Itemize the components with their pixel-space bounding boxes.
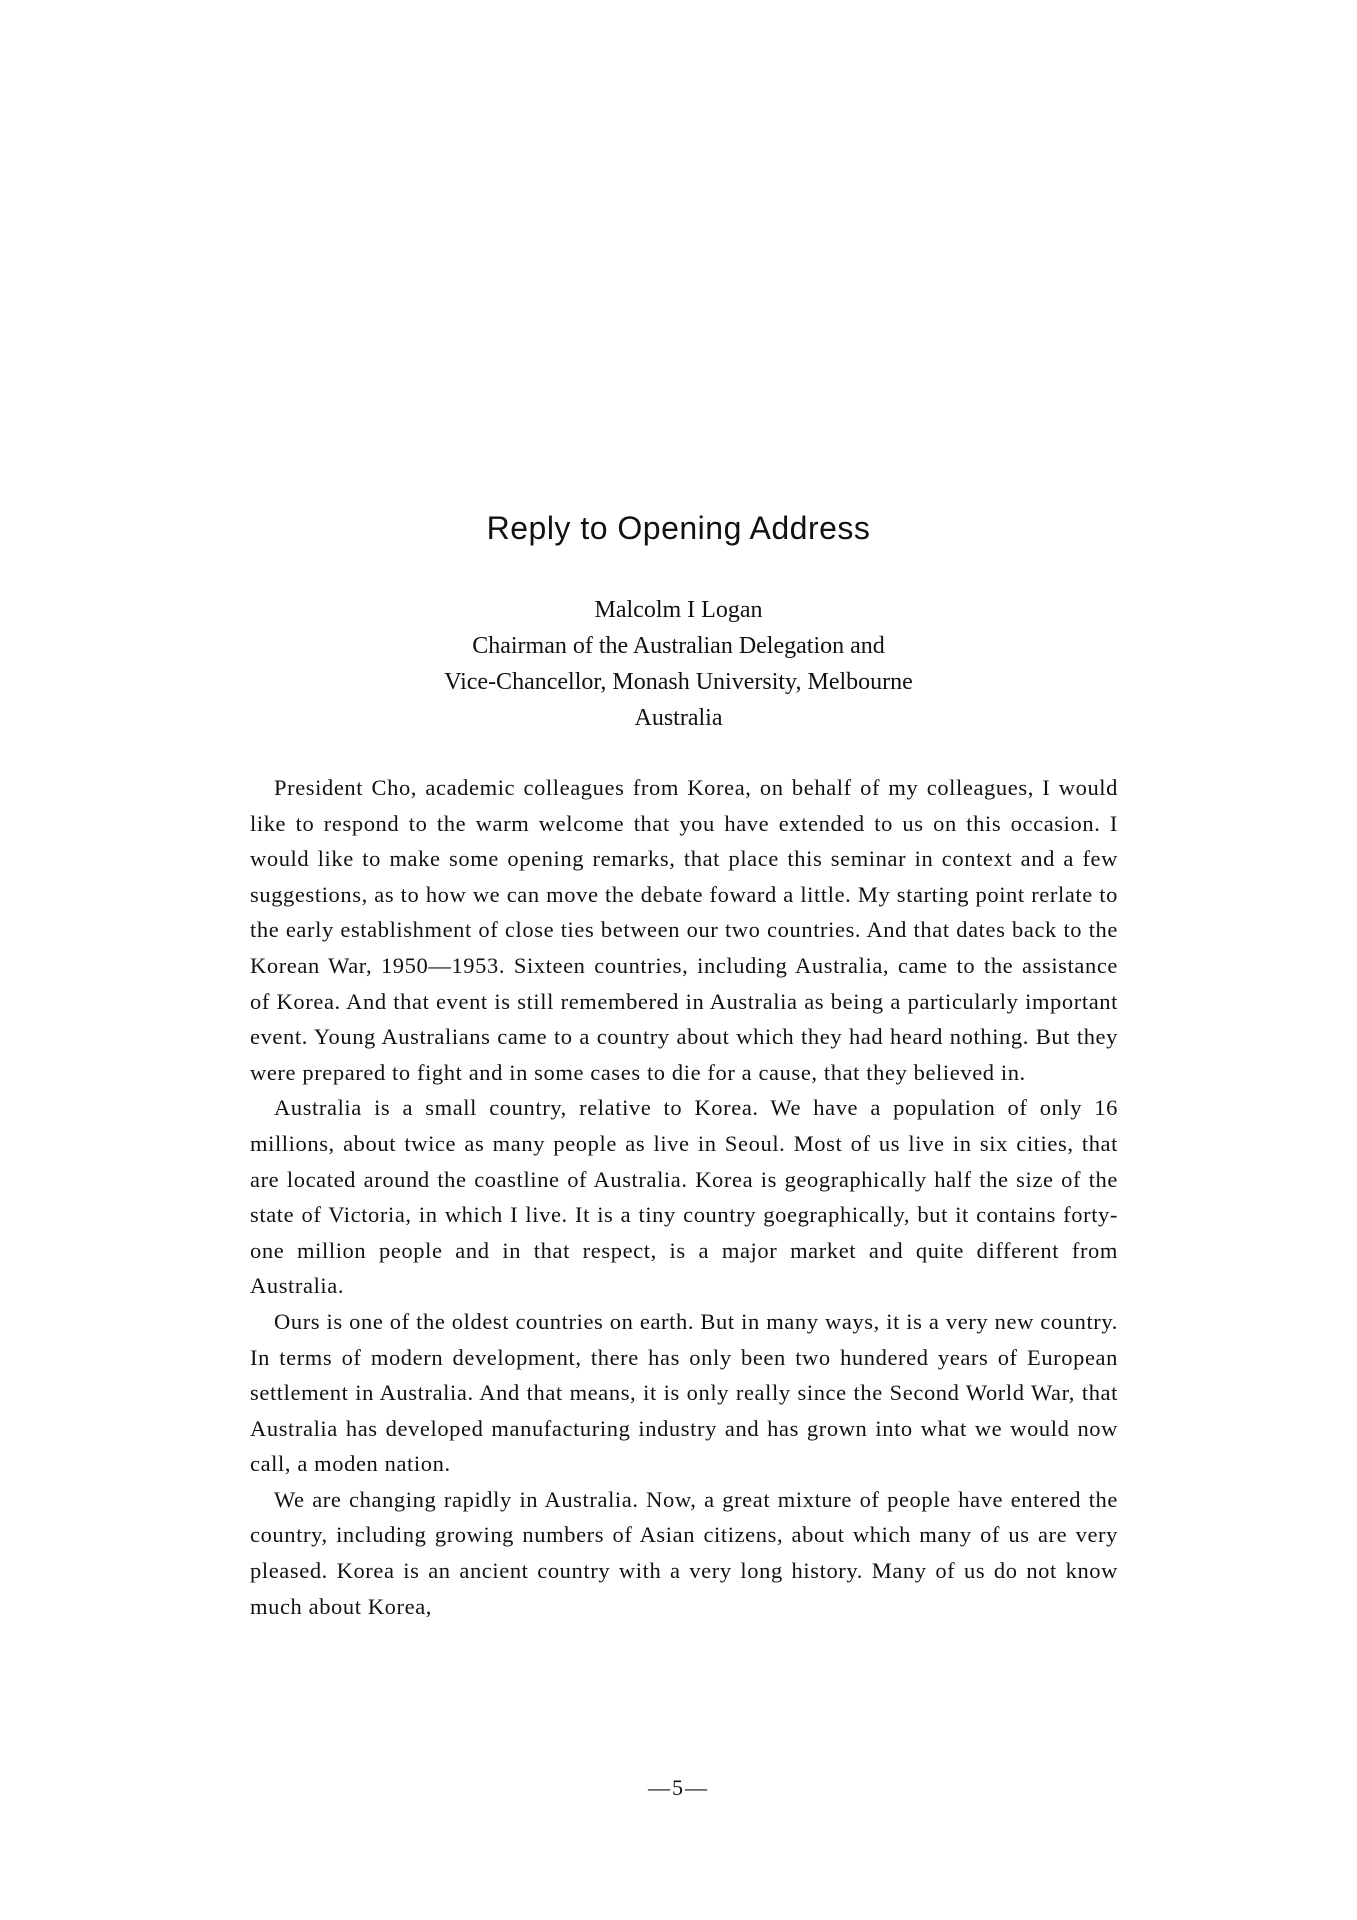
page-number: —5— <box>648 1775 709 1800</box>
document-title: Reply to Opening Address <box>486 510 871 546</box>
author-role-line-1: Chairman of the Australian Delegation and <box>472 633 885 659</box>
author-block <box>0 592 1357 736</box>
paragraph-2: Australia is a small country, relative to Korea. We have a population of only 16 millions, about twice as many people as live in Seoul. Most of us live in six cities, that are located around the coastline of Australia. Korea is geographically half the size of the state of Victoria, in which I live. It is a tiny country goegraphically, but it contains forty-one million people and in that respect, is a major market and quite different from Australia. <box>250 1095 1118 1299</box>
author-name: Malcolm I Logan <box>594 597 763 623</box>
paragraph-1: President Cho, academic colleagues from Korea, on behalf of my colleagues, I would like to respond to the warm welcome that you have extended to us on this occasion. I would like to make some opening remarks, that place this seminar in context and a few suggestions, as to how we can move the debate foward a little. My starting point rerlate to the early establishment of close ties between our two countries. And that dates back to the Korean War, 1950—1953. Sixteen countries, including Australia, came to the assistance of Korea. And that event is still remembered in Australia as being a particularly important event. Young Australians came to a country about which they had heard nothing. But they were prepared to fight and in some cases to die for a cause, that they believed in. <box>250 775 1118 1085</box>
author-role-line-2: Vice-Chancellor, Monash University, Melbourne <box>444 669 913 695</box>
author-country: Australia <box>634 705 723 731</box>
body-text <box>250 770 1118 1624</box>
paragraph-3: Ours is one of the oldest countries on earth. But in many ways, it is a very new country. In terms of modern development, there has only been two hundered years of European settlement in Australia. And that means, it is only really since the Second World War, that Australia has developed manufacturing industry and has grown into what we would now call, a moden nation. <box>250 1308 1118 1477</box>
paragraph-4: We are changing rapidly in Australia. Now, a great mixture of people have entered the country, including growing numbers of Asian citizens, about which many of us are very pleased. Korea is an ancient country with a very long history. Many of us do not know much about Korea, <box>250 1486 1118 1619</box>
